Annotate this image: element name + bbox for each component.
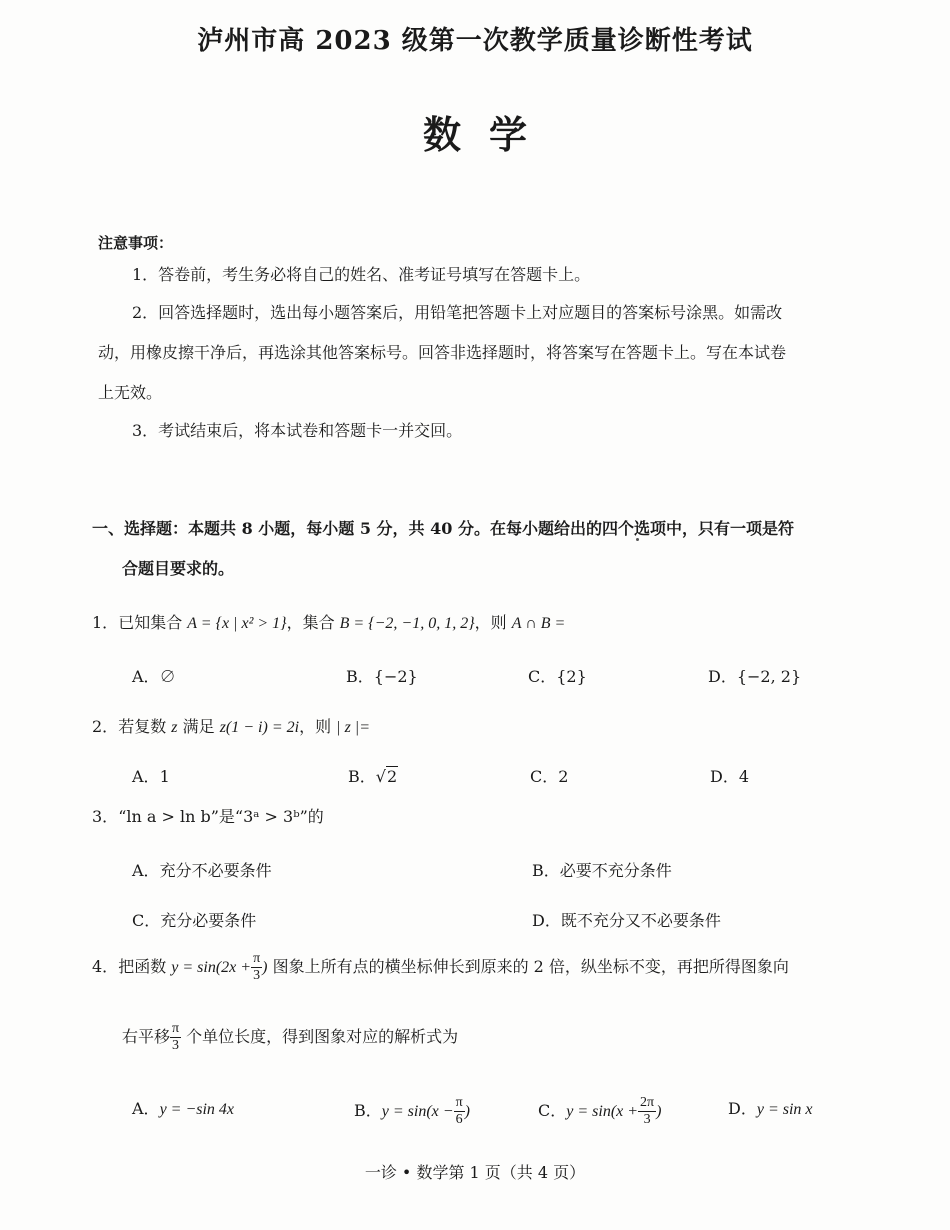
- question-text: “ln a > ln b”是“3ᵃ > 3ᵇ”的: [118, 807, 324, 826]
- q1-option-d: [708, 664, 801, 687]
- math-expression: z(1 − i) = 2i: [219, 719, 300, 736]
- q1-option-a: [132, 664, 176, 687]
- fraction-numerator: 2π: [640, 1095, 655, 1110]
- notice-item-2-line-2: 动，用橡皮擦干净后，再选涂其他答案标号。回答非选择题时，将答案写在答题卡上。写在本试卷: [98, 343, 787, 362]
- option-value: 既不充分又不必要条件: [560, 911, 721, 930]
- question-text: 满足: [177, 717, 220, 736]
- question-number: 1．: [92, 613, 119, 632]
- fraction: [454, 1096, 465, 1127]
- math-expression: ): [656, 1103, 662, 1120]
- math-expression: A = {x | x² > 1}: [187, 615, 287, 632]
- question-text: 已知集合: [118, 613, 188, 632]
- q3-option-d: [532, 908, 721, 931]
- option-label: C．: [538, 1101, 567, 1120]
- math-expression: | z |=: [336, 719, 370, 736]
- math-expression: ): [464, 1103, 470, 1120]
- question-2: [92, 714, 370, 737]
- option-value: {−2, 2}: [736, 667, 802, 686]
- fraction-numerator: π: [253, 951, 261, 966]
- option-label: A．: [132, 1099, 160, 1118]
- option-label: A．: [132, 861, 160, 880]
- math-expression: B = {−2, −1, 0, 1, 2}: [339, 615, 475, 632]
- question-4-line-1: [92, 952, 789, 983]
- option-label: B．: [346, 667, 374, 686]
- option-value: 2: [386, 767, 398, 786]
- question-number: 3．: [92, 807, 119, 826]
- fraction: [251, 952, 262, 983]
- exam-title: 泸州市高 2023 级第一次教学质量诊断性考试: [197, 26, 753, 56]
- q1-option-b: [346, 664, 418, 687]
- question-1: [92, 610, 565, 633]
- option-label: C．: [132, 911, 161, 930]
- q3-option-b: [532, 858, 672, 881]
- fraction-numerator: π: [172, 1021, 180, 1036]
- question-text: ，集合: [286, 613, 340, 632]
- option-value: y = sin x: [756, 1101, 813, 1118]
- option-value: 充分不必要条件: [159, 861, 272, 880]
- option-label: B．: [532, 861, 560, 880]
- question-3: [92, 804, 324, 827]
- question-text: 把函数: [118, 957, 172, 976]
- subject-title: 数学: [422, 112, 555, 157]
- q1-option-c: [528, 664, 587, 687]
- question-text: 图象上所有点的横坐标伸长到原来的 2 倍，纵坐标不变，再把所得图象向: [267, 957, 789, 976]
- option-value: y = −sin 4x: [159, 1101, 235, 1118]
- q2-option-a: [132, 764, 170, 787]
- fraction-denominator: 3: [643, 1112, 651, 1127]
- notice-item-2-line-3: 上无效。: [98, 383, 163, 402]
- option-label: D．: [728, 1099, 757, 1118]
- scan-speck: [636, 538, 639, 541]
- question-text: ，则: [299, 717, 337, 736]
- option-label: B．: [348, 767, 376, 786]
- section-heading-line-2: 合题目要求的。: [122, 559, 235, 578]
- page-footer: 一诊 • 数学第 1 页（共 4 页）: [364, 1163, 586, 1182]
- q2-option-c: [530, 764, 568, 787]
- q4-option-c: [538, 1096, 661, 1127]
- q3-option-a: [132, 858, 272, 881]
- q2-option-d: [710, 764, 749, 787]
- notice-item-1: 1．答卷前，考生务必将自己的姓名、准考证号填写在答题卡上。: [132, 265, 591, 284]
- option-value: 2: [558, 767, 569, 786]
- option-value: 1: [159, 767, 170, 786]
- question-text: 个单位长度，得到图象对应的解析式为: [181, 1027, 459, 1046]
- question-number: 4．: [92, 957, 119, 976]
- option-value: {2}: [556, 667, 587, 686]
- option-value: 充分必要条件: [160, 911, 257, 930]
- option-label: D．: [710, 767, 739, 786]
- q2-option-b: [348, 764, 398, 787]
- question-text: 右平移: [122, 1027, 171, 1046]
- option-value: 4: [738, 767, 750, 786]
- option-label: B．: [354, 1101, 382, 1120]
- math-expression: y = sin(2x +: [171, 959, 252, 976]
- math-expression: ): [262, 959, 268, 976]
- option-label: D．: [708, 667, 737, 686]
- section-heading-line-1: 一、选择题：本题共 8 小题，每小题 5 分，共 40 分。在每小题给出的四个选项中，只有一项是符: [92, 519, 794, 538]
- fraction-denominator: 3: [253, 968, 261, 983]
- question-text: 若复数: [118, 717, 172, 736]
- option-label: A．: [132, 667, 160, 686]
- option-label: A．: [132, 767, 160, 786]
- option-label: C．: [530, 767, 559, 786]
- q4-option-b: [354, 1096, 470, 1127]
- fraction-denominator: 6: [455, 1112, 463, 1127]
- fraction: [638, 1096, 656, 1127]
- math-expression: z: [171, 719, 178, 736]
- notice-item-2-line-1: 2．回答选择题时，选出每小题答案后，用铅笔把答题卡上对应题目的答案标号涂黑。如需改: [132, 303, 783, 322]
- math-expression: A ∩ B =: [511, 615, 566, 632]
- option-value: ∅: [159, 667, 176, 686]
- option-value: y = sin(x −: [381, 1103, 454, 1120]
- fraction-denominator: 3: [172, 1038, 180, 1053]
- q4-option-a: [132, 1096, 234, 1119]
- question-number: 2．: [92, 717, 119, 736]
- option-value: {−2}: [373, 667, 418, 686]
- notice-item-3: 3．考试结束后，将本试卷和答题卡一并交回。: [132, 421, 463, 440]
- q4-option-d: [728, 1096, 813, 1119]
- fraction: [170, 1022, 181, 1053]
- option-value: 必要不充分条件: [559, 861, 672, 880]
- option-value: y = sin(x +: [566, 1103, 639, 1120]
- q3-option-c: [132, 908, 256, 931]
- sqrt-icon: √: [375, 767, 386, 786]
- question-4-line-2: [122, 1022, 458, 1053]
- fraction-numerator: π: [455, 1095, 463, 1110]
- option-label: D．: [532, 911, 561, 930]
- option-label: C．: [528, 667, 557, 686]
- notice-heading: 注意事项：: [98, 234, 174, 252]
- question-text: ，则: [474, 613, 512, 632]
